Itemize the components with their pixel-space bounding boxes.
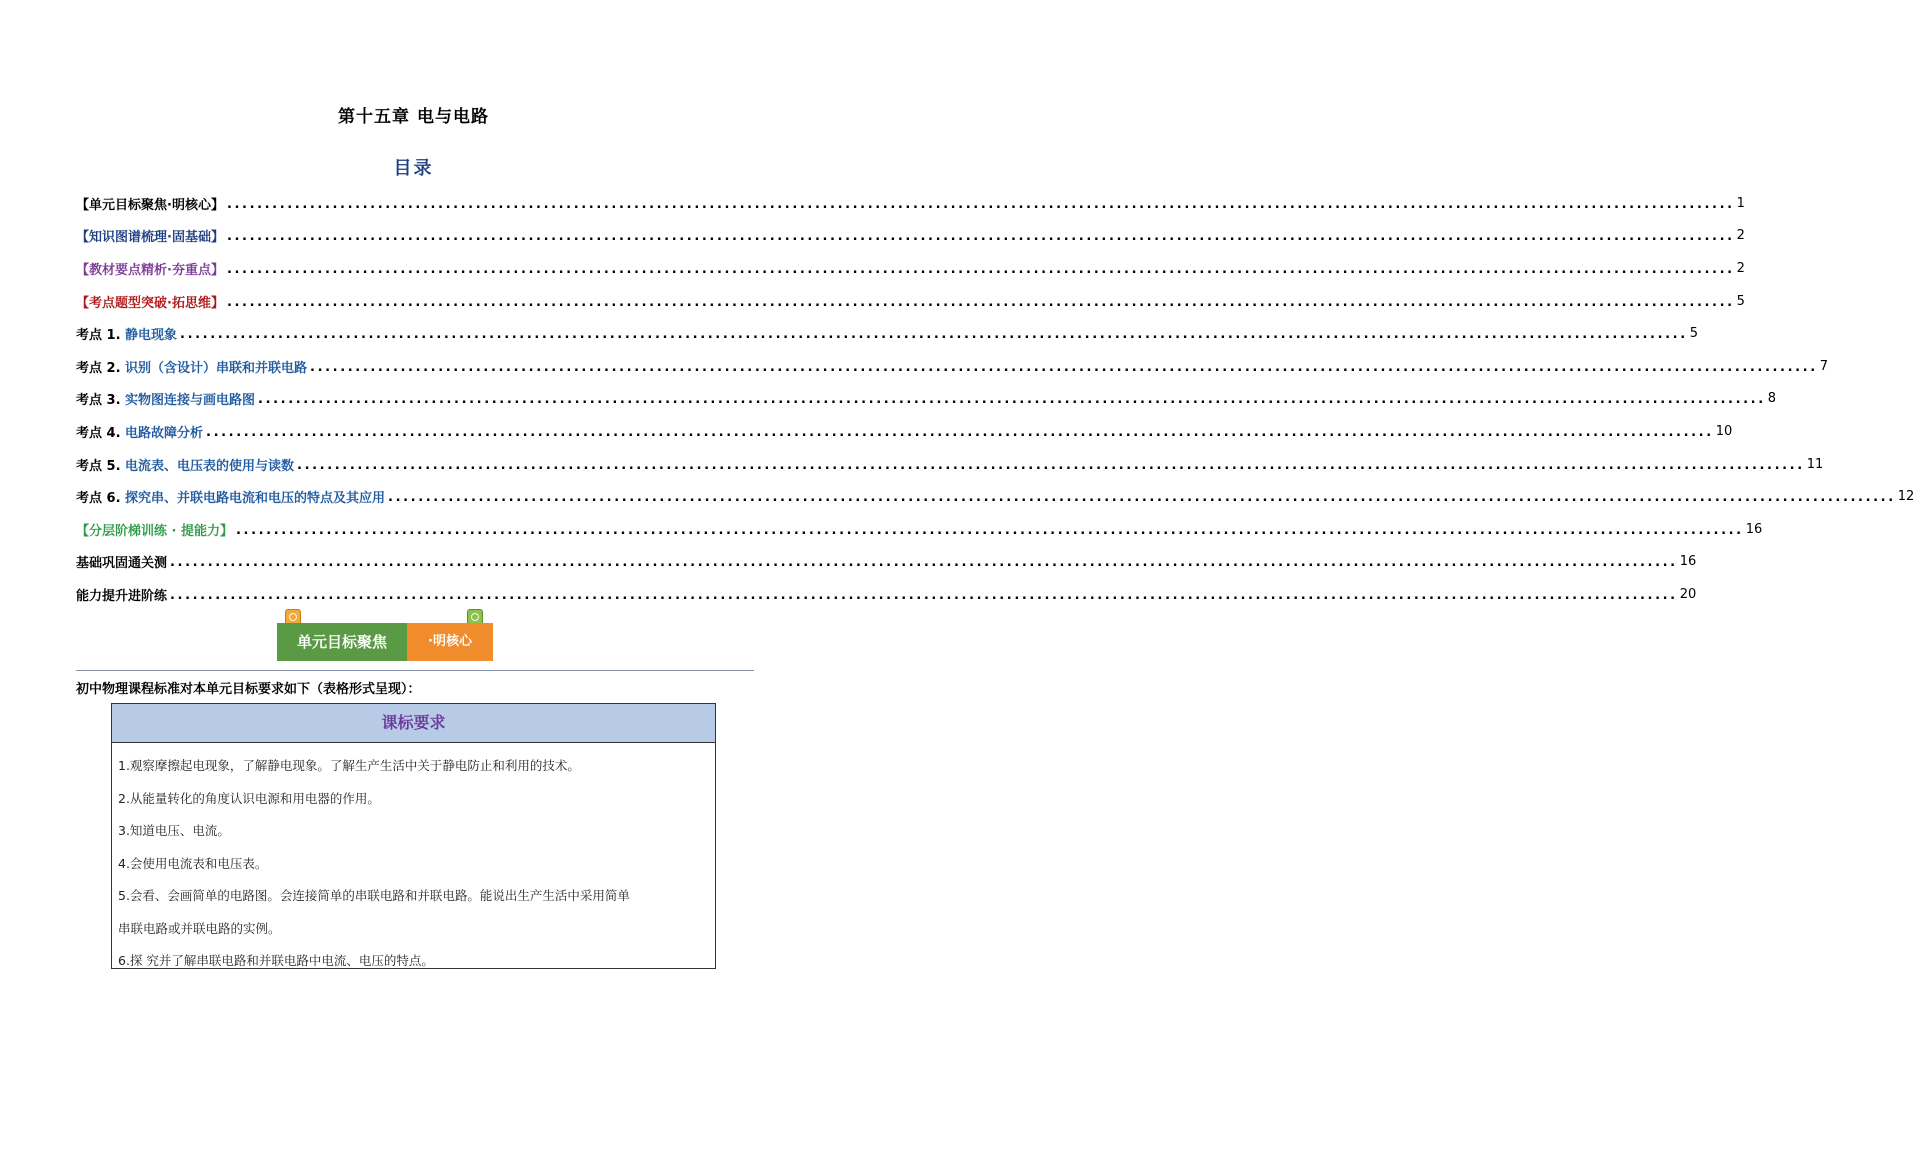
toc-leader-dots: ........................................................................................................................................................................................................ [226, 294, 1735, 310]
standard-item: 2.从能量转化的角度认识电源和用电器的作用。 [118, 790, 380, 806]
toc-entry-page: 2 [1736, 260, 1745, 276]
toc-entry[interactable] [76, 415, 1733, 448]
curriculum-standards-table [111, 703, 716, 969]
toc-entry[interactable] [76, 448, 1824, 481]
toc-entry-label [76, 487, 385, 506]
toc-leader-dots: ........................................................................................................................................................................................................ [170, 555, 1678, 571]
toc-entry-label [76, 455, 294, 474]
chapter-title: 第十五章 电与电路 [338, 107, 489, 127]
standard-item: 4.会使用电流表和电压表。 [118, 855, 268, 871]
toc-entry-prefix: 考点 2. [76, 360, 121, 376]
toc-leader-dots: ........................................................................................................................................................................................................ [310, 359, 1818, 375]
toc-entry-prefix: 考点 3. [76, 393, 121, 409]
table-header: 课标要求 [112, 704, 715, 743]
toc-leader-dots: ........................................................................................................................................................................................................ [226, 229, 1735, 245]
toc-entry-page: 2 [1736, 228, 1745, 244]
table-of-contents [76, 187, 1914, 611]
toc-leader-dots: ........................................................................................................................................................................................................ [297, 457, 1805, 473]
toc-entry-label [76, 389, 255, 408]
toc-entry-label [76, 324, 177, 343]
toc-heading: 目录 [393, 158, 434, 179]
toc-entry-prefix: 考点 4. [76, 425, 121, 441]
toc-entry-prefix: 考点 6. [76, 491, 121, 507]
toc-entry-prefix: 考点 1. [76, 328, 121, 344]
toc-entry-page: 5 [1736, 293, 1745, 309]
toc-leader-dots: ........................................................................................................................................................................................................ [180, 327, 1688, 343]
standard-item: 6.探 究并了解串联电路和并联电路中电流、电压的特点。 [118, 953, 434, 968]
toc-entry-title: 能力提升进阶练 [76, 588, 168, 604]
toc-entry-title: 实物图连接与画电路图 [120, 393, 256, 409]
toc-entry-title: 识别（含设计）串联和并联电路 [120, 360, 308, 376]
toc-entry-page: 12 [1897, 489, 1914, 505]
toc-entry-title: 探究串、并联电路电流和电压的特点及其应用 [120, 491, 386, 507]
intro-text: 初中物理课程标准对本单元目标要求如下（表格形式呈现）： [76, 682, 421, 697]
toc-entry-title: 【分层阶梯训练 · 提能力】 [76, 523, 233, 539]
toc-entry-page: 5 [1689, 326, 1699, 342]
table-body [112, 743, 715, 978]
toc-entry-label [76, 259, 224, 278]
banner-left-text: 单元目标聚焦 [277, 623, 407, 661]
toc-entry[interactable] [76, 513, 1763, 546]
toc-entry[interactable] [76, 220, 1745, 253]
toc-entry-title: 【单元目标聚焦·明核心】 [76, 197, 224, 213]
toc-entry-prefix: 考点 5. [76, 458, 121, 474]
toc-entry-title: 电流表、电压表的使用与读数 [120, 458, 295, 474]
toc-entry-page: 8 [1767, 391, 1777, 407]
toc-entry-title: 【知识图谱梳理·固基础】 [76, 230, 224, 246]
toc-entry[interactable] [76, 252, 1745, 285]
toc-entry-label [76, 194, 224, 213]
section-divider [76, 670, 754, 671]
toc-entry[interactable] [76, 546, 1697, 579]
toc-entry-label [76, 520, 233, 539]
toc-entry[interactable] [76, 350, 1829, 383]
toc-entry[interactable] [76, 187, 1745, 220]
toc-entry-title: 静电现象 [120, 328, 178, 344]
toc-entry-page: 16 [1679, 554, 1697, 570]
toc-entry-label [76, 422, 203, 441]
toc-entry-page: 16 [1745, 521, 1763, 537]
toc-leader-dots: ........................................................................................................................................................................................................ [388, 490, 1896, 506]
toc-entry-label [76, 357, 307, 376]
standard-item: 串联电路或并联电路的实例。 [118, 920, 281, 936]
toc-entry-title: 【考点题型突破·拓思维】 [76, 295, 224, 311]
toc-leader-dots: ........................................................................................................................................................................................................ [226, 261, 1735, 277]
toc-entry-page: 20 [1679, 586, 1697, 602]
toc-entry-label [76, 226, 224, 245]
toc-leader-dots: ........................................................................................................................................................................................................ [170, 587, 1678, 603]
toc-entry[interactable] [76, 578, 1697, 611]
toc-leader-dots: ........................................................................................................................................................................................................ [226, 196, 1735, 212]
toc-entry[interactable] [76, 383, 1777, 416]
toc-entry-title: 【教材要点精析·夯重点】 [76, 262, 224, 278]
standard-item: 3.知道电压、电流。 [118, 823, 230, 838]
standard-item: 1.观察摩擦起电现象，了解静电现象。了解生产生活中关于静电防止和利用的技术。 [118, 758, 580, 773]
banner-right-text: ·明核心 [407, 623, 493, 661]
toc-entry-page: 11 [1806, 456, 1824, 472]
toc-entry[interactable] [76, 317, 1699, 350]
toc-entry[interactable] [76, 480, 1914, 513]
section-banner [277, 609, 493, 661]
toc-entry-page: 7 [1819, 358, 1829, 374]
standard-item: 5.会看、会画简单的电路图。会连接简单的串联电路和并联电路。能说出生产生活中采用简单 [118, 888, 630, 903]
toc-entry-title: 基础巩固通关测 [76, 556, 168, 572]
toc-entry-page: 1 [1736, 195, 1745, 211]
toc-leader-dots: ........................................................................................................................................................................................................ [236, 522, 1744, 538]
toc-entry-label [76, 292, 224, 311]
toc-entry-title: 电路故障分析 [120, 425, 204, 441]
toc-leader-dots: ........................................................................................................................................................................................................ [206, 424, 1714, 440]
toc-entry-label [76, 585, 167, 604]
toc-entry-page: 10 [1715, 423, 1733, 439]
toc-leader-dots: ........................................................................................................................................................................................................ [258, 392, 1766, 408]
toc-entry-label [76, 552, 167, 571]
toc-entry[interactable] [76, 285, 1745, 318]
